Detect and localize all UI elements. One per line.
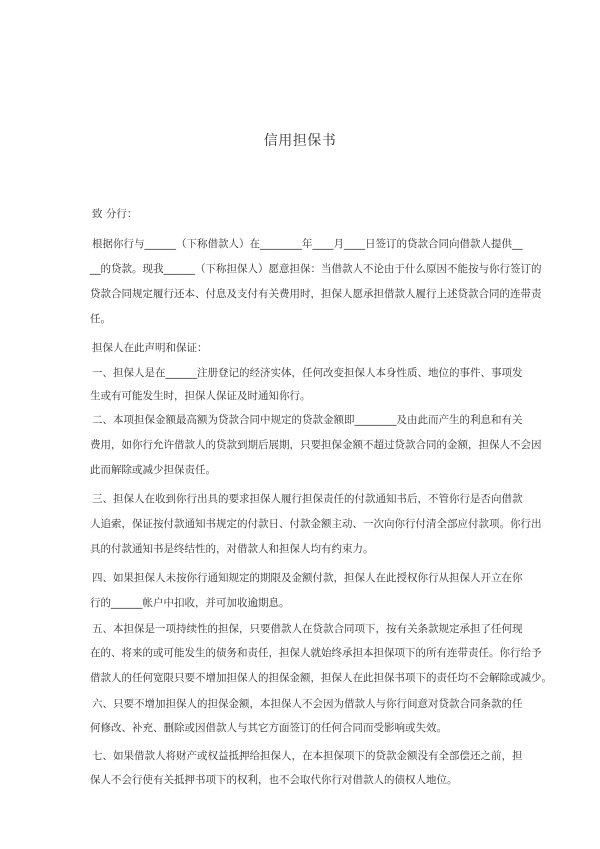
paragraph-line: __的贷款。现我______（下称担保人）愿意担保：当借款人不论由于什么原因不能按与你行签订的 — [90, 263, 542, 275]
paragraph-line: 七、如果借款人将财产或权益抵押给担保人，在本担保项下的贷款金额没有全部偿还之前，担 — [92, 750, 523, 762]
paragraph-line: 在的、将来的或可能发生的债务和责任，担保人就始终承担本担保项下的所有连带责任。你行给予 — [90, 647, 542, 659]
paragraph-line: 一、担保人是在______注册登记的经济实体，任何改变担保人本身性质、地位的事件、事项发 — [92, 367, 523, 379]
paragraph-line: 任。 — [90, 313, 111, 325]
paragraph-line: 贷款合同规定履行还本、付息及支付有关费用时，担保人愿承担借款人履行上述贷款合同的连带责 — [90, 288, 542, 300]
paragraph-line: 三、担保人在收到你行出具的要求担保人履行担保责任的付款通知书后，不管你行是否向借款 — [92, 493, 523, 505]
paragraph-line: 根据你行与______（下称借款人）在________年____月____日签订的贷款合同向借款人提供__ — [92, 238, 523, 250]
paragraph-line: 担保人在此声明和保证： — [92, 342, 208, 354]
paragraph-line: 借款人的任何宽限只要不增加担保人的担保金额，担保人在此担保书项下的责任均不会解除或减少。 — [90, 672, 552, 684]
paragraph-line: 保人不会行使有关抵押书项下的权利，也不会取代你行对借款人的债权人地位。 — [90, 774, 458, 786]
paragraph-line: 行的______帐户中扣收，并可加收逾期息。 — [90, 597, 290, 609]
paragraph-line: 生或有可能发生时，担保人保证及时通知你行。 — [90, 390, 311, 402]
paragraph-line: 何修改、补充、删除或因借款人与其它方面签订的任何合同而受影响或失效。 — [90, 722, 447, 734]
paragraph-line: 此而解除或减少担保责任。 — [90, 464, 216, 476]
paragraph-line: 二、本项担保金额最高额为贷款合同中规定的贷款金额即________及由此而产生的利息和有关 — [92, 414, 523, 426]
paragraph-line: 六、只要不增加担保人的担保金额，本担保人不会因为借款人与你行间意对贷款合同条款的任 — [92, 698, 523, 710]
addressee-line: 致 分行： — [92, 208, 138, 220]
paragraph-line: 五、本担保是一项持续性的担保，只要借款人在贷款合同项下，按有关条款规定承担了任何现 — [92, 623, 523, 635]
document-title: 信用担保书 — [263, 133, 337, 149]
paragraph-line: 人追索，保证按付款通知书规定的付款日、付款金额主动、一次向你行付清全部应付款项。你行出 — [90, 518, 542, 530]
paragraph-line: 具的付款通知书是终结性的，对借款人和担保人均有约束力。 — [90, 543, 374, 555]
paragraph-line: 四、如果担保人未按你行通知规定的期限及金额付款，担保人在此授权你行从担保人开立在你 — [92, 572, 523, 584]
paragraph-line: 费用，如你行允许借款人的贷款到期后展期，只要担保金额不超过贷款合同的金额，担保人不会因 — [90, 439, 542, 451]
